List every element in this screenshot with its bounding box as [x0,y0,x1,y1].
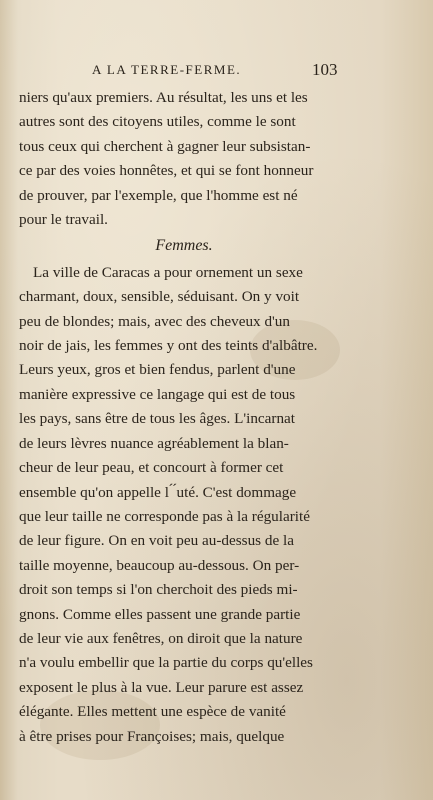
text-line: de leurs lèvres nuance agréablement la blan- [19,434,289,452]
text-line: exposent le plus à la vue. Leur parure est assez [19,678,304,696]
text-line: taille moyenne, beaucoup au-dessous. On per- [19,556,300,574]
text-line: droit son temps si l'on cherchoit des pieds mi- [19,581,298,599]
text-line: de prouver, par l'exemple, que l'homme est né [19,186,298,204]
section-title: Femmes. [155,237,213,255]
text-line: La ville de Caracas a pour ornement un sexe [33,263,303,281]
text-line: pour le travail. [19,211,108,229]
text-line: élégante. Elles mettent une espèce de vanité [19,703,286,721]
body-text [19,86,349,749]
text-line: charmant, doux, sensible, séduisant. On y voit [19,288,300,306]
text-line: gnons. Comme elles passent une grande partie [19,605,301,623]
text-line: les pays, sans être de tous les âges. L'incarnat [19,410,296,428]
text-line: de leur figure. On en voit peu au-dessus de la [19,532,294,550]
text-line: cheur de leur peau, et concourt à former cet [19,459,284,477]
text-line: peu de blondes; mais, avec des cheveux d'un [19,312,290,330]
text-line: que leur taille ne corresponde pas à la régularité [19,507,310,525]
text-line: de leur vie aux fenêtres, on diroit que la nature [19,629,303,647]
page-header [0,62,433,82]
text-line: niers qu'aux premiers. Au résultat, les uns et les [19,89,308,106]
running-head: A LA TERRE-FERME. [92,62,242,77]
text-line: autres sont des citoyens utiles, comme le sont [19,113,296,131]
text-line: ce par des voies honnêtes, et qui se font honneur [19,162,314,180]
text-line: noir de jais, les femmes y ont des teints d'albâtre. [19,337,318,355]
text-line: Leurs yeux, gros et bien fendus, parlent d'une [19,361,296,379]
page-number: 103 [312,60,338,79]
text-line: n'a voulu embellir que la partie du corps qu'elles [19,654,313,672]
text-line: manière expressive ce langage qui est de tous [19,385,296,403]
text-line: tous ceux qui cherchent à gagner leur subsistan- [19,137,311,155]
text-line: à être prises pour Françoises; mais, quelque [19,727,285,745]
text-line: ensemble qu'on appelle l ́ ́uté. C'est dommage [19,483,297,501]
